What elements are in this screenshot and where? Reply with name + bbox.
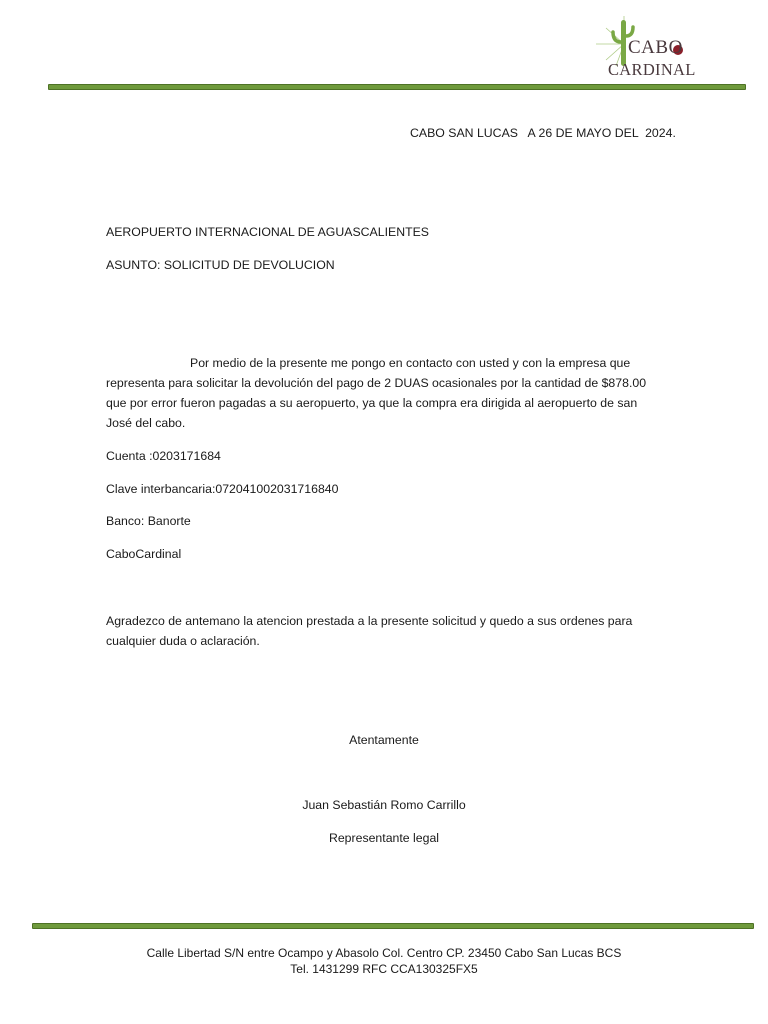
logo-text-cardinal: CARDINAL: [608, 60, 696, 79]
body-paragraph-2: Agradezco de antemano la atencion prestada a la presente solicitud y quedo a sus ordenes para cualquier duda o aclaración.: [106, 614, 633, 648]
clabe-number: Clave interbancaria:072041002031716840: [106, 482, 339, 496]
bank-name: Banco: Banorte: [106, 514, 191, 528]
header-divider: [48, 84, 746, 90]
signer-title: Representante legal: [328, 831, 440, 845]
company-name: CaboCardinal: [106, 547, 182, 561]
company-logo: [592, 14, 712, 82]
footer-address: Calle Libertad S/N entre Ocampo y Abasolo Col. Centro CP. 23450 Cabo San Lucas BCS: [146, 946, 622, 960]
subject-line: ASUNTO: SOLICITUD DE DEVOLUCION: [106, 258, 335, 272]
footer-divider: [32, 923, 754, 929]
signer-name: Juan Sebastián Romo Carrillo: [302, 798, 466, 812]
account-number: Cuenta :0203171684: [106, 449, 221, 463]
body-paragraph-1: [106, 353, 666, 433]
logo-text-cabo: CABO: [628, 37, 683, 58]
footer-contact: Tel. 1431299 RFC CCA130325FX5: [290, 962, 478, 976]
recipient: AEROPUERTO INTERNACIONAL DE AGUASCALIENTES: [106, 225, 429, 239]
body-paragraph-1-text: Por medio de la presente me pongo en contacto con usted y con la empresa que representa para solicitar la devolución del pago de 2 DUAS ocasionales por la cantidad de $878.00 que por error fueron pagadas a su aeropuerto, ya que la compra era dirigida al aeropuerto de san José del cabo.: [106, 356, 647, 430]
place-date: CABO SAN LUCAS A 26 DE MAYO DEL 2024.: [410, 126, 676, 140]
closing-salutation: Atentamente: [349, 733, 419, 747]
